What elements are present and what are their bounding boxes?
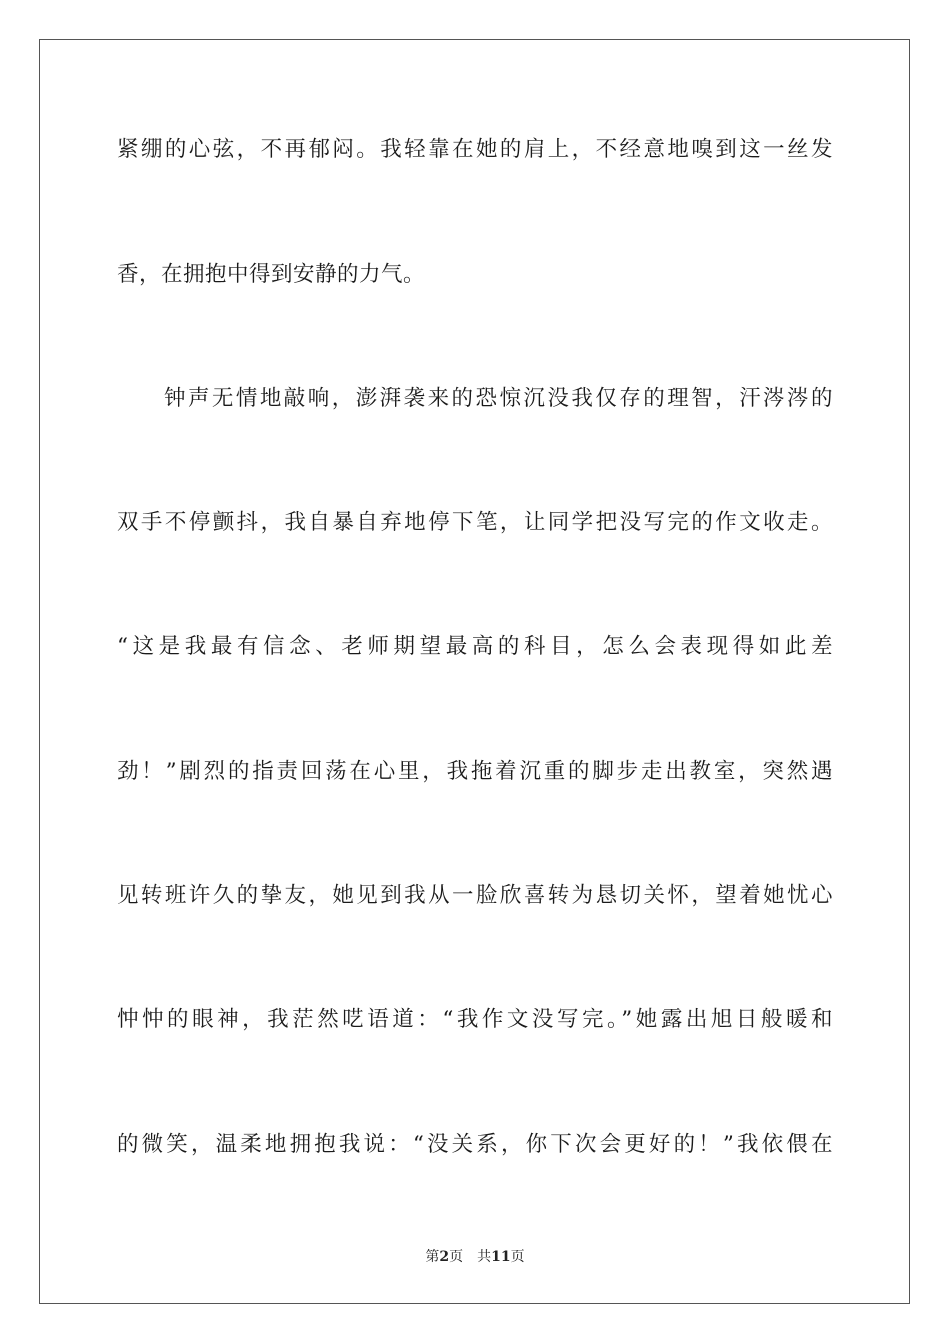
total-suffix: 页 xyxy=(510,1249,525,1265)
text-line-4: 双手不停颤抖，我自暴自弃地停下笔，让同学把没写完的作文收走。 xyxy=(117,510,833,535)
text-line-5: “这是我最有信念、老师期望最高的科目，怎么会表现得如此差 xyxy=(117,634,833,659)
page-suffix: 页 xyxy=(449,1249,464,1265)
text-line-1: 紧绷的心弦，不再郁闷。我轻靠在她的肩上，不经意地嗅到这一丝发 xyxy=(117,137,833,162)
total-pages: 11 xyxy=(491,1249,511,1265)
page-prefix: 第 xyxy=(425,1249,440,1265)
text-line-8: 忡忡的眼神，我茫然呓语道：“我作文没写完。”她露出旭日般暖和 xyxy=(117,1007,833,1032)
total-prefix: 共 xyxy=(477,1249,492,1265)
text-line-6: 劲！”剧烈的指责回荡在心里，我拖着沉重的脚步走出教室，突然遇 xyxy=(117,759,833,784)
text-line-9: 的微笑，温柔地拥抱我说：“没关系，你下次会更好的！”我依偎在 xyxy=(117,1132,833,1157)
page-border xyxy=(39,39,910,1304)
text-line-2: 香，在拥抱中得到安静的力气。 xyxy=(117,262,426,287)
text-line-3: 钟声无情地敲响，澎湃袭来的恐惊沉没我仅存的理智，汗涔涔的 xyxy=(164,386,833,411)
page-number: 2 xyxy=(439,1249,450,1265)
text-line-7: 见转班许久的挚友，她见到我从一脸欣喜转为恳切关怀，望着她忧心 xyxy=(117,883,833,908)
page-footer xyxy=(0,1247,950,1267)
